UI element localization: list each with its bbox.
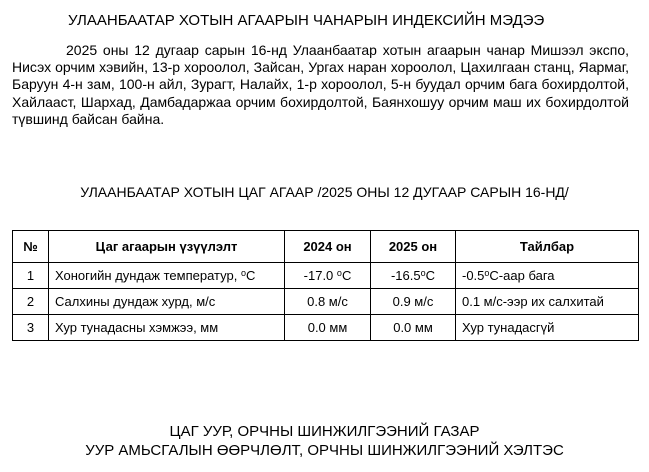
row-indicator: Салхины дундаж хурд, м/с: [49, 289, 285, 315]
row-note: [456, 263, 639, 289]
table-row: [13, 315, 639, 341]
row-number: 2: [13, 289, 49, 315]
weather-title: УЛААНБААТАР ХОТЫН ЦАГ АГААР /2025 ОНЫ 12 ДУГААР САРЫН 16-НД/: [80, 184, 569, 200]
value-number: -17.0: [303, 268, 334, 283]
value-unit: С: [341, 268, 352, 283]
table-header-row: [13, 231, 639, 263]
air-quality-paragraph: [12, 42, 629, 128]
degree-mark: о: [240, 268, 246, 278]
row-number: 1: [13, 263, 49, 289]
footer: [0, 422, 649, 460]
row-value-2025: 0.0 мм: [371, 315, 456, 341]
note-text: С-аар бага: [489, 268, 555, 283]
row-value-2024: [285, 263, 371, 289]
indicator-text: Хоногийн дундаж температур,: [55, 268, 241, 283]
row-indicator: [49, 263, 285, 289]
value-number: -16.5: [390, 268, 421, 283]
row-note: Хур тунадасгүй: [456, 315, 639, 341]
row-note: 0.1 м/с-ээр их салхитай: [456, 289, 639, 315]
row-value-2025: [371, 263, 456, 289]
footer-department: УУР АМЬСГАЛЫН ӨӨРЧЛӨЛТ, ОРЧНЫ ШИНЖИЛГЭЭНИЙ ХЭЛТЭС: [85, 442, 564, 459]
row-number: 3: [13, 315, 49, 341]
row-indicator: Хур тунадасны хэмжээ, мм: [49, 315, 285, 341]
header-number: №: [13, 231, 49, 263]
degree-mark: о: [336, 268, 342, 278]
weather-table: [12, 230, 639, 341]
table-row: [13, 289, 639, 315]
footer-agency: ЦАГ УУР, ОРЧНЫ ШИНЖИЛГЭЭНИЙ ГАЗАР: [169, 423, 480, 440]
header-2024: 2024 он: [285, 231, 371, 263]
document-title: УЛААНБААТАР ХОТЫН АГААРЫН ЧАНАРЫН ИНДЕКСИЙН МЭДЭЭ: [68, 12, 545, 29]
row-value-2025: 0.9 м/с: [371, 289, 456, 315]
row-value-2024: 0.8 м/с: [285, 289, 371, 315]
value-unit: С: [425, 268, 436, 283]
degree-mark: о: [420, 268, 426, 278]
indicator-unit: С: [245, 268, 256, 283]
note-number: -0.5: [462, 268, 485, 283]
table-row: [13, 263, 639, 289]
row-value-2024: 0.0 мм: [285, 315, 371, 341]
paragraph-text: 2025 оны 12 дугаар сарын 16-нд Улаанбаатар хотын агаарын чанар Мишээл экспо, Нисэх орчим хэвийн, 13-р хороолол, Зайсан, Ургах наран хороолол, Цахилгаан станц, Яармаг, Баруун 4-н зам, 100-н айл, Зурагт, Налайх, 1-р хороолол, 5-н буудал орчим бага бохирдолтой, Хайлааст, Шархад, Дамбадаржаа орчим бохирдолтой, Баянхошуу орчим маш их бохирдолтой түвшинд байсан байна.: [12, 42, 629, 127]
degree-mark: о: [484, 268, 490, 278]
header-indicator: Цаг агаарын үзүүлэлт: [49, 231, 285, 263]
header-2025: 2025 он: [371, 231, 456, 263]
header-note: Тайлбар: [456, 231, 639, 263]
